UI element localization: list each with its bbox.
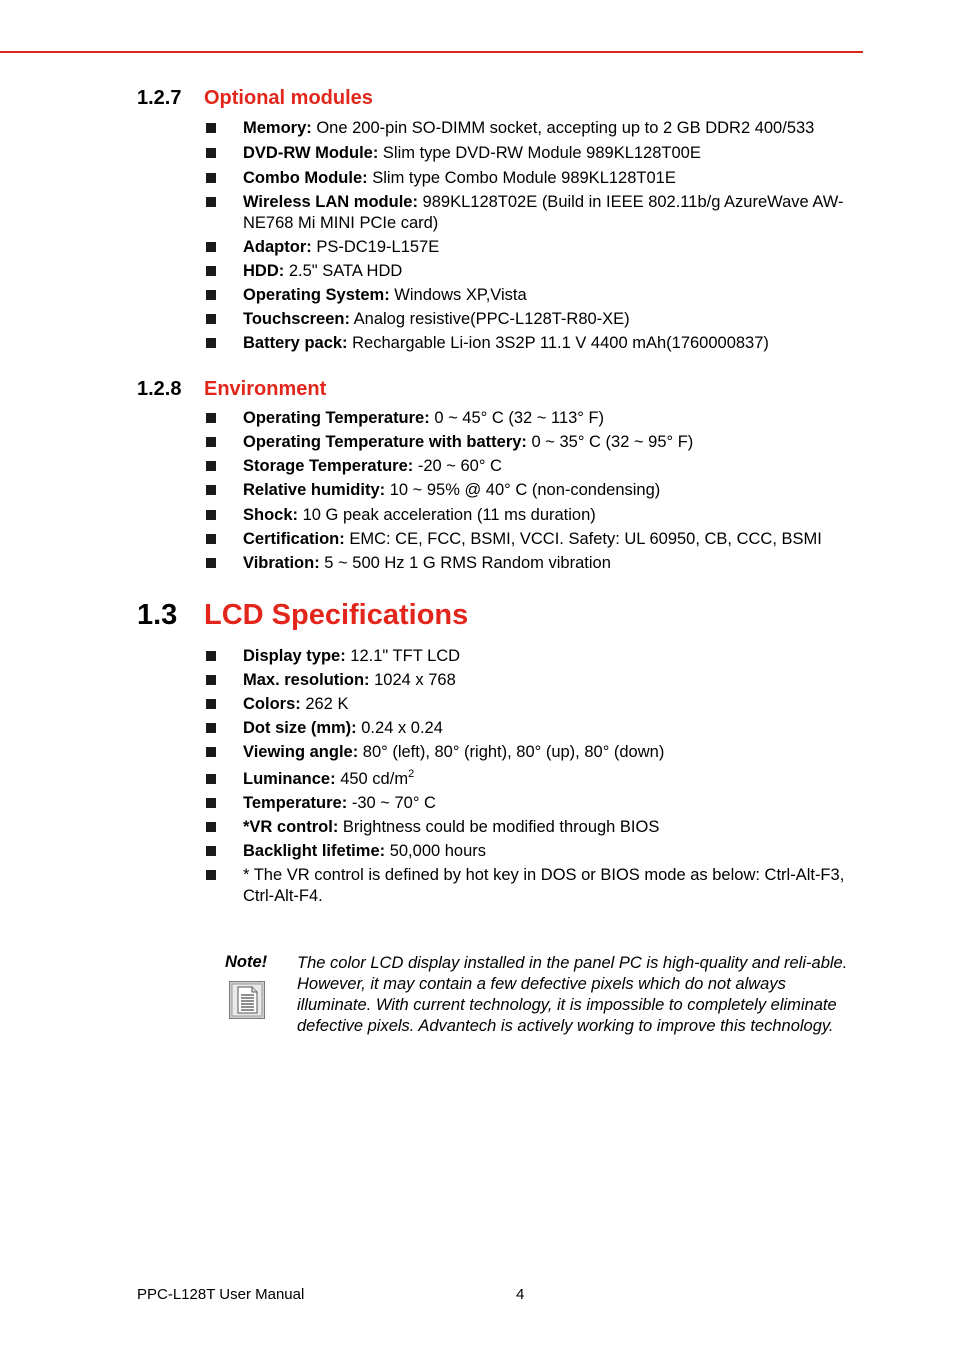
list-item: Shock: 10 G peak acceleration (11 ms duration) — [0, 505, 640, 529]
list-item: * The VR control is defined by hot key in DOS or BIOS mode as below: Ctrl-Alt-F3, Ctrl-Alt-F4. — [0, 865, 640, 910]
square-bullet-icon — [206, 822, 216, 832]
footer-manual-title: PPC-L128T User Manual — [137, 1286, 305, 1303]
square-bullet-icon — [206, 675, 216, 685]
list-item: Adaptor: PS-DC19-L157E — [0, 237, 640, 261]
list-item: Battery pack: Rechargable Li-ion 3S2P 11.1 V 4400 mAh(1760000837) — [0, 333, 640, 357]
note-document-icon — [229, 981, 265, 1019]
square-bullet-icon — [206, 148, 216, 158]
section-heading-optional-modules — [137, 86, 373, 110]
list-item: Relative humidity: 10 ~ 95% @ 40° C (non-condensing) — [0, 480, 640, 505]
square-bullet-icon — [206, 123, 216, 133]
section-number: 1.2.7 — [137, 87, 182, 109]
square-bullet-icon — [206, 747, 216, 757]
square-bullet-icon — [206, 437, 216, 447]
square-bullet-icon — [206, 413, 216, 423]
list-item: Viewing angle: 80° (left), 80° (right), 80° (up), 80° (down) — [0, 742, 640, 767]
list-item: Combo Module: Slim type Combo Module 989KL128T01E — [0, 168, 640, 192]
list-item: Backlight lifetime: 50,000 hours — [0, 841, 640, 865]
square-bullet-icon — [206, 651, 216, 661]
section-title: Optional modules — [204, 87, 373, 109]
section-heading-environment — [137, 377, 326, 401]
list-item: Luminance: 450 $cd/m^2$ — [0, 767, 640, 793]
square-bullet-icon — [206, 266, 216, 276]
square-bullet-icon — [206, 699, 216, 709]
list-item: Temperature: -30 ~ 70° C — [0, 793, 640, 817]
list-item: Certification: EMC: CE, FCC, BSMI, VCCI. Safety: UL 60950, CB, CCC, BSMI — [0, 529, 640, 553]
list-item: Operating Temperature with battery: 0 ~ 35° C (32 ~ 95° F) — [0, 432, 640, 456]
chapter-heading-lcd-specifications — [137, 597, 468, 633]
optional-modules-list — [0, 118, 844, 357]
square-bullet-icon — [206, 461, 216, 471]
square-bullet-icon — [206, 338, 216, 348]
list-item: Memory: One 200-pin SO-DIMM socket, accepting up to 2 GB DDR2 400/533 — [0, 118, 640, 143]
environment-list — [0, 408, 822, 577]
list-item: DVD-RW Module: Slim type DVD-RW Module 989KL128T00E — [0, 143, 640, 168]
square-bullet-icon — [206, 197, 216, 207]
list-item: Touchscreen: Analog resistive(PPC-L128T-R80-XE) — [0, 309, 640, 333]
square-bullet-icon — [206, 870, 216, 880]
square-bullet-icon — [206, 534, 216, 544]
section-title: LCD Specifications — [204, 599, 469, 631]
note-text: The color LCD display installed in the panel PC is high-quality and reli-able. However, it may contain a few defective pixels which do not always illuminate. With current technology, it is impossible to completely eliminate defective pixels. Advantech is actively working to improve this technology. — [297, 954, 848, 1035]
square-bullet-icon — [206, 723, 216, 733]
square-bullet-icon — [206, 290, 216, 300]
square-bullet-icon — [206, 510, 216, 520]
list-item: Colors: 262 K — [0, 694, 640, 718]
section-number: 1.3 — [137, 599, 178, 631]
list-item: Vibration: 5 ~ 500 Hz 1 G RMS Random vibration — [0, 553, 640, 577]
list-item: Display type: 12.1" TFT LCD — [0, 646, 640, 670]
square-bullet-icon — [206, 774, 216, 784]
footer-page-number: 4 — [516, 1286, 525, 1303]
square-bullet-icon — [206, 173, 216, 183]
note-label: Note! — [225, 953, 268, 971]
list-item: HDD: 2.5" SATA HDD — [0, 261, 640, 285]
list-item: Wireless LAN module: 989KL128T02E (Build in IEEE 802.11b/g AzureWave AW-NE768 Mi MINI PCIe card) — [0, 192, 640, 237]
list-item: Storage Temperature: -20 ~ 60° C — [0, 456, 640, 480]
list-item: Max. resolution: 1024 x 768 — [0, 670, 640, 694]
lcd-specifications-list — [0, 646, 845, 910]
list-item: Dot size (mm): 0.24 x 0.24 — [0, 718, 640, 742]
list-item: Operating System: Windows XP,Vista — [0, 285, 640, 309]
section-number: 1.2.8 — [137, 378, 182, 400]
list-item: Operating Temperature: 0 ~ 45° C (32 ~ 113° F) — [0, 408, 640, 432]
section-title: Environment — [204, 378, 327, 400]
square-bullet-icon — [206, 314, 216, 324]
square-bullet-icon — [206, 846, 216, 856]
square-bullet-icon — [206, 485, 216, 495]
header-rule — [0, 51, 863, 53]
list-item: *VR control: Brightness could be modified through BIOS — [0, 817, 640, 841]
square-bullet-icon — [206, 242, 216, 252]
square-bullet-icon — [206, 558, 216, 568]
square-bullet-icon — [206, 798, 216, 808]
